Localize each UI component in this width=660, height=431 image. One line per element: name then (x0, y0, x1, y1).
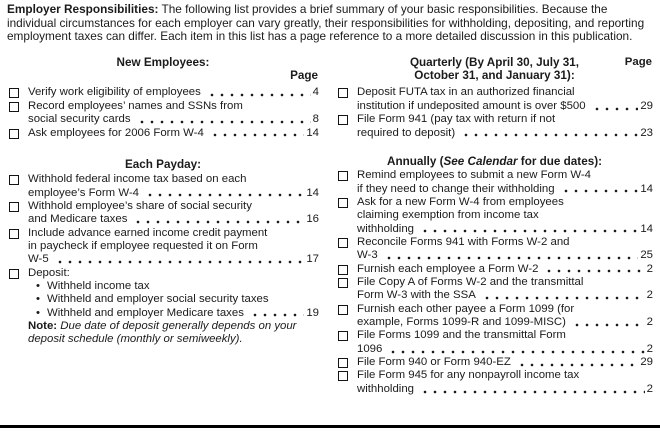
item-content (357, 263, 653, 276)
checkbox-icon (9, 129, 19, 139)
bullet-icon: • (36, 306, 40, 319)
item-text: Reconcile Forms 941 with Forms W-2 and (357, 235, 570, 248)
item-text: Withhold federal income tax based on each (28, 173, 247, 186)
item-content (28, 100, 319, 127)
item-text: social security cards (28, 113, 131, 126)
checkbox-icon (338, 371, 348, 381)
checklist-new-employees (7, 86, 319, 139)
checkbox-icon (9, 175, 19, 185)
note-label: Note: (28, 319, 58, 332)
item-text: if they need to change their withholding (357, 182, 555, 195)
item-text: File Form 940 or Form 940-EZ (357, 356, 511, 368)
item-last-line (357, 356, 653, 369)
annually-title-suffix: for due dates): (517, 154, 602, 168)
left-column (7, 56, 319, 396)
item-text: claiming exemption from income tax (357, 209, 539, 222)
checklist-item (336, 113, 653, 140)
right-column (336, 56, 653, 396)
item-content (357, 236, 653, 263)
item-text: Record employees’ names and SSNs from (28, 99, 243, 112)
item-text: Form W-3 with the SSA (357, 289, 476, 302)
item-last-line (28, 213, 319, 226)
item-content (28, 173, 319, 200)
checklist-item (7, 86, 319, 99)
dot-leader (210, 127, 305, 140)
item-last-line (357, 223, 653, 236)
item-text: and Medicare taxes (28, 213, 128, 226)
item-text: Ask for a new Form W-4 from employees (357, 195, 564, 208)
page-number: 2 (646, 262, 653, 275)
dot-leader (461, 127, 638, 140)
item-text: Ask employees for 2006 Form W-4 (28, 126, 204, 139)
dot-leader (420, 223, 638, 236)
item-content (357, 303, 653, 330)
checkbox-icon (9, 269, 19, 279)
bullet-content (47, 307, 319, 320)
item-content (28, 227, 319, 267)
item-text: institution if undeposited amount is over $500 (357, 99, 586, 112)
item-text: Withheld and employer social security taxes (47, 293, 269, 306)
item-text: W-5 (28, 253, 49, 266)
item-content (357, 276, 653, 303)
checklist-item (7, 227, 319, 267)
checklist-quarterly (336, 86, 653, 139)
checklist-item (336, 169, 653, 196)
page-number: 2 (646, 315, 653, 328)
page-number: 29 (640, 356, 653, 368)
note-block (28, 320, 319, 347)
item-text: Withheld and employer Medicare taxes (47, 306, 244, 319)
annually-title-prefix: Annually ( (387, 154, 444, 168)
checkbox-icon (9, 202, 19, 212)
bullet-icon: • (36, 293, 40, 306)
intro-label: Employer Responsibilities: (7, 2, 159, 16)
item-content (28, 86, 319, 99)
page-column-label-right: Page (624, 55, 652, 68)
checklist-item (7, 100, 319, 127)
checkbox-icon (338, 278, 348, 288)
note-text: Due date of deposit generally depends on your deposit schedule (monthly or semiweekly). (28, 319, 297, 346)
section-title-quarterly-line2: October 31, and January 31): (414, 69, 575, 83)
page-number: 2 (646, 289, 653, 302)
section-title-new-employees: New Employees: (116, 55, 210, 69)
item-text: in paycheck if employee requested it on Form (28, 239, 258, 252)
checklist-annually (336, 169, 653, 396)
intro-paragraph (0, 0, 660, 44)
checklist-item (7, 127, 319, 140)
item-content (357, 196, 653, 236)
item-last-line (28, 113, 319, 126)
item-content (357, 113, 653, 140)
dot-leader (420, 383, 645, 396)
checklist-item (336, 356, 653, 369)
checklist-each-payday (7, 173, 319, 346)
item-content (357, 169, 653, 196)
checkbox-icon (338, 88, 348, 98)
checkbox-icon (9, 229, 19, 239)
dot-leader (572, 316, 645, 329)
item-last-line (357, 183, 653, 196)
page-number: 2 (646, 342, 653, 355)
dot-leader (592, 100, 639, 113)
page-number: 14 (306, 126, 319, 139)
checklist-item (336, 263, 653, 276)
page-number: 25 (640, 249, 653, 262)
item-last-line (357, 127, 653, 140)
dot-leader (55, 253, 305, 266)
bullet-icon: • (36, 279, 40, 292)
item-last-line (28, 127, 319, 140)
dot-leader (517, 356, 639, 369)
checklist-item (336, 303, 653, 330)
page-number: 2 (646, 382, 653, 395)
item-text: Furnish each other payee a Form 1099 (for (357, 302, 575, 315)
checkbox-icon (338, 331, 348, 341)
item-text: withholding (357, 222, 414, 235)
bullet-content (47, 280, 319, 293)
dot-leader (207, 86, 311, 99)
bullet-item (28, 293, 319, 306)
item-last-line (357, 289, 653, 302)
checkbox-icon (338, 358, 348, 368)
page-number: 23 (640, 126, 653, 139)
page-number: 16 (306, 213, 319, 226)
two-column-layout (0, 56, 660, 396)
page-number: 19 (306, 306, 319, 319)
page-number: 29 (640, 99, 653, 112)
checkbox-icon (9, 88, 19, 98)
bullet-content (47, 293, 319, 306)
dot-leader (561, 183, 639, 196)
item-text: Deposit FUTA tax in an authorized financial (357, 86, 575, 99)
dot-leader (145, 187, 304, 200)
checklist-item (336, 329, 653, 356)
page-number: 14 (306, 186, 319, 199)
annually-title-italic: See Calendar (443, 154, 518, 168)
checkbox-icon (338, 265, 348, 275)
bullet-item (28, 280, 319, 293)
dot-leader (388, 343, 644, 356)
item-content (28, 127, 319, 140)
item-last-line (47, 307, 319, 320)
checklist-item (336, 236, 653, 263)
intro-text: The following list provides a brief summary of your basic responsibilities. Because the individual circumstances for each employer can vary greatly, their responsibilities for withholding, depositing, and reporting employment taxes can differ. Each item in this list has a page reference to a more detailed discussion in this publication. (7, 2, 645, 44)
item-content (28, 200, 319, 227)
checkbox-icon (338, 198, 348, 208)
item-last-line (28, 187, 319, 200)
item-content (357, 329, 653, 356)
item-text: File Forms 1099 and the transmittal Form (357, 329, 566, 342)
item-text: 1096 (357, 342, 383, 355)
item-text: Verify work eligibility of employees (28, 86, 201, 99)
section-title-each-payday: Each Payday: (124, 157, 201, 171)
page-column-label-left: Page (290, 69, 318, 83)
dot-leader (544, 263, 644, 276)
item-last-line (28, 253, 319, 266)
item-text: example, Forms 1099-R and 1099-MISC) (357, 315, 566, 328)
item-last-line (28, 86, 319, 99)
checklist-item (336, 276, 653, 303)
item-last-line (357, 100, 653, 113)
checkbox-icon (338, 238, 348, 248)
item-text: File Form 941 (pay tax with return if not (357, 113, 556, 126)
item-last-line (357, 343, 653, 356)
checklist-item (7, 200, 319, 227)
item-last-line (357, 383, 653, 396)
item-text: Include advance earned income credit payment (28, 226, 268, 239)
checkbox-icon (338, 115, 348, 125)
dot-leader (250, 307, 304, 320)
checkbox-icon (338, 171, 348, 181)
item-last-line (357, 249, 653, 262)
checkbox-icon (338, 305, 348, 315)
item-text: withholding (357, 382, 414, 395)
item-text: Furnish each employee a Form W-2 (357, 262, 539, 275)
item-text: Deposit: (28, 266, 70, 279)
checkbox-icon (9, 102, 19, 112)
checklist-item (7, 173, 319, 200)
page-number: 4 (312, 86, 319, 99)
item-content (28, 267, 319, 347)
item-content (357, 369, 653, 396)
item-text: Withhold employee’s share of social security (28, 199, 252, 212)
item-text: Remind employees to submit a new Form W-4 (357, 169, 592, 182)
dot-leader (137, 113, 311, 126)
page-number: 14 (640, 182, 653, 195)
item-last-line (357, 316, 653, 329)
dot-leader (133, 213, 304, 226)
checklist-item (7, 267, 319, 347)
item-text: File Form 945 for any nonpayroll income tax (357, 369, 580, 382)
item-last-line (357, 263, 653, 276)
page-number: 17 (306, 253, 319, 266)
dot-leader (384, 249, 639, 262)
checklist-item (336, 86, 653, 113)
section-title-quarterly-line1: Quarterly (By April 30, July 31, (409, 55, 580, 69)
item-content (357, 356, 653, 369)
item-text: File Copy A of Forms W-2 and the transmittal (357, 275, 584, 288)
item-text: required to deposit) (357, 126, 456, 139)
new-employees-header (7, 56, 319, 83)
item-content (357, 86, 653, 113)
bullet-item (28, 307, 319, 320)
page-number: 14 (640, 222, 653, 235)
page-number: 8 (312, 113, 319, 126)
item-text: W-3 (357, 249, 378, 262)
section-title-annually (336, 155, 653, 168)
checklist-item (336, 196, 653, 236)
dot-leader (482, 289, 645, 302)
bottom-divider (0, 425, 660, 428)
item-text: Withheld income tax (47, 279, 150, 292)
item-text: employee’s Form W-4 (28, 186, 139, 199)
quarterly-header (336, 56, 653, 83)
checklist-item (336, 369, 653, 396)
